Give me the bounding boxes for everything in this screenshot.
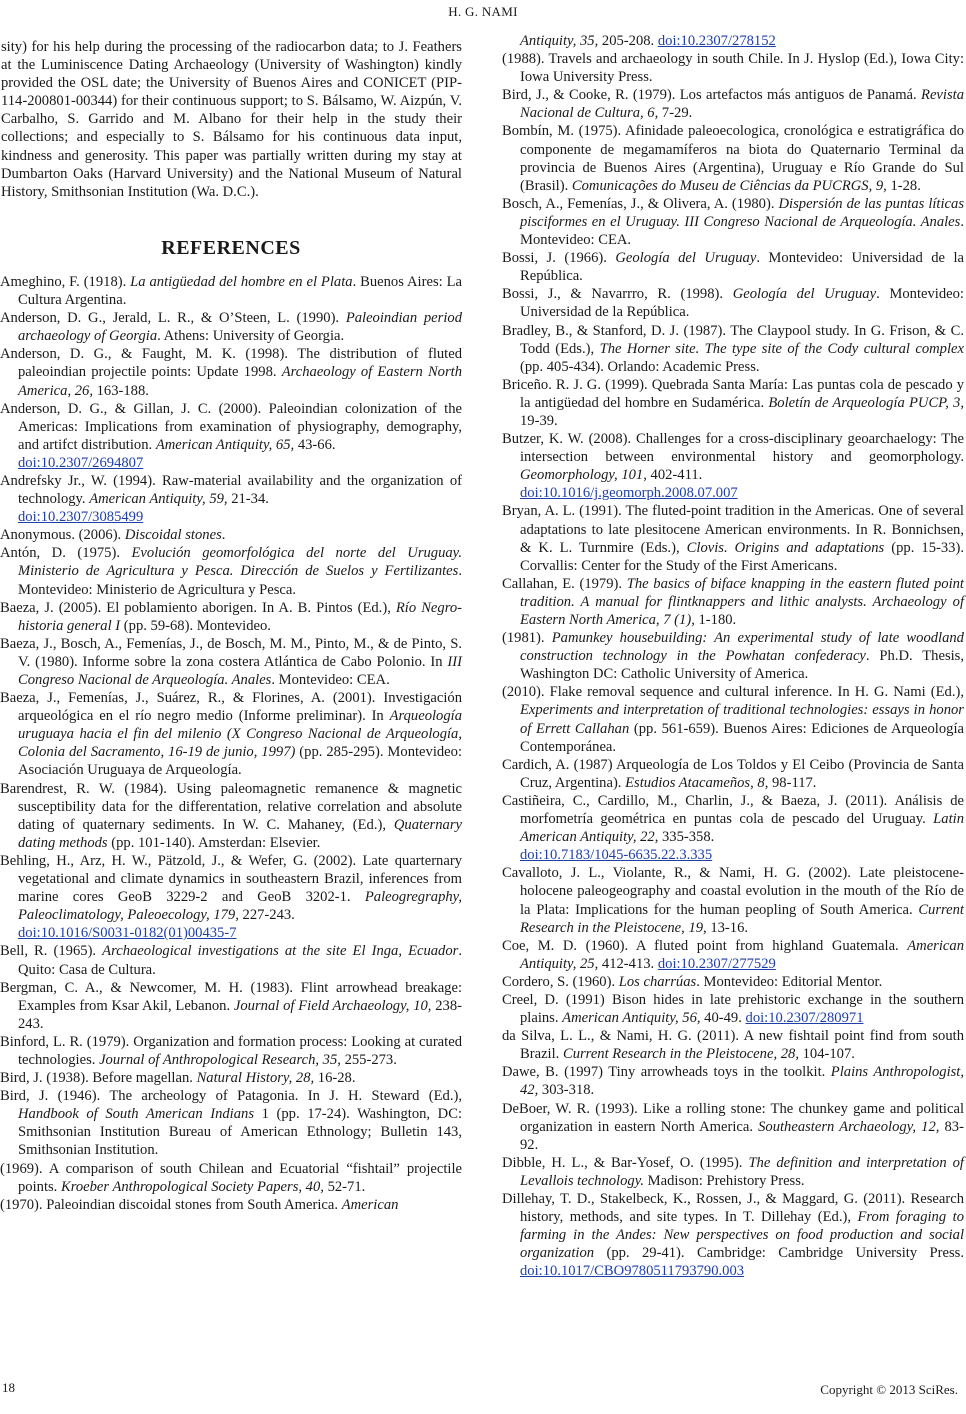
reference-text: Anderson, D. G., & Gillan, J. C. (2000). Paleoindian colonization of the Americas: Implications from examination of physiography, demography, and artifct distribution. xyxy=(0,400,462,453)
running-header: H. G. NAMI xyxy=(448,4,518,19)
reference-entry xyxy=(502,32,964,50)
reference-text: 83-92. xyxy=(520,1118,964,1153)
reference-italic-text: Kroeber Anthropological Society Papers, 40, xyxy=(60,1178,324,1195)
reference-text: 303-318. xyxy=(538,1082,595,1099)
reference-italic-text: Paleogregraphy, Paleoclimatology, Paleoecology, 179, xyxy=(18,889,462,924)
reference-entry xyxy=(502,756,964,792)
reference-text: Bell, R. (1965). xyxy=(0,943,103,960)
reference-text: 335-358. xyxy=(658,829,715,846)
reference-text: Callahan, E. (1979). xyxy=(502,575,627,592)
reference-italic-text: Antiquity, 35, xyxy=(520,33,599,49)
reference-entry xyxy=(0,979,462,1033)
references-list-right xyxy=(502,32,964,1280)
right-column xyxy=(502,32,964,1280)
reference-italic-text: From foraging to farming in the Andes: New perspectives on food production and social organization xyxy=(520,1209,964,1262)
reference-text: 19-39. xyxy=(520,412,558,429)
reference-italic-text: The definition and interpretation of Levallois technology. xyxy=(520,1154,964,1189)
reference-text: (pp. 59-68). Montevideo. xyxy=(120,617,271,634)
reference-text: (pp. 285-295). Montevideo: Asociación Uruguaya de Arqueología. xyxy=(18,744,462,779)
reference-text: Baeza, J. (2005). El poblamiento aborigen. In A. B. Pintos (Ed.), xyxy=(0,599,396,616)
reference-entry xyxy=(0,1160,462,1196)
reference-text: Cordero, S. (1960). xyxy=(502,973,619,990)
left-column xyxy=(0,38,462,1214)
reference-entry xyxy=(502,430,964,502)
reference-text: Antón, D. (1975). xyxy=(0,545,132,562)
reference-entry xyxy=(502,1100,964,1154)
reference-text: . Montevideo: Ministerio de Agricultura y Pesca. xyxy=(18,563,462,598)
reference-entry xyxy=(0,1087,462,1159)
reference-italic-text: Geomorphology, 101, xyxy=(520,467,647,484)
reference-text: Creel, D. (1991) Bison hides in late prehistoric exchange in the southern plains. xyxy=(502,991,964,1027)
reference-text: 7-29. xyxy=(658,105,693,122)
reference-entry xyxy=(0,400,462,472)
doi-link[interactable]: doi:10.2307/3085499 xyxy=(18,509,144,526)
doi-link[interactable]: doi:10.1017/CBO9780511793790.003 xyxy=(520,1263,745,1280)
reference-text: 412-413. xyxy=(598,955,658,972)
reference-text: (1969). A comparison of south Chilean and Ecuatorial “fishtail” projectile points. xyxy=(0,1160,462,1195)
reference-text: da Silva, L. L., & Nami, H. G. (2011). A new fishtail point find from south Brazil. xyxy=(502,1028,964,1063)
reference-text: Bossi, J., & Navarrro, R. (1998). xyxy=(502,286,733,303)
reference-entry xyxy=(502,937,964,973)
reference-entry xyxy=(502,575,964,629)
reference-italic-text: The Horner site. The type site of the Cody cultural complex xyxy=(599,340,964,357)
reference-text: 255-273. xyxy=(340,1051,397,1068)
reference-italic-text: Evolución geomorfológica del norte del Uruguay. Ministerio de Agricultura y Pesca. Dirección de Suelos y Fertilizantes xyxy=(18,545,463,580)
reference-entry xyxy=(0,1033,462,1069)
reference-text: (1970). Paleoindian discoidal stones from South America. xyxy=(0,1196,342,1213)
reference-entry xyxy=(502,864,964,936)
reference-italic-text: American Antiquity, 56, xyxy=(562,1010,701,1027)
reference-text: Bird, J., & Cooke, R. (1979). Los artefactos más antiguos de Panamá. xyxy=(502,87,922,104)
reference-text: (2010). Flake removal sequence and cultural inference. In H. G. Nami (Ed.), xyxy=(502,684,964,701)
reference-entry xyxy=(502,991,964,1027)
reference-italic-text: Archaeology of Eastern North America, 26, xyxy=(18,364,463,399)
reference-entry xyxy=(0,635,462,689)
reference-text: Castiñeira, C., Cardillo, M., Charlin, J., & Baeza, J. (2011). Análisis de morfometría geométrica en puntas cola de pescado del Uruguay. xyxy=(502,792,964,828)
reference-entry xyxy=(502,629,964,683)
reference-text: 98-117. xyxy=(768,774,817,791)
reference-text: Cardich, A. (1987) Arqueología de Los Toldos y El Ceibo (Provincia de Santa Cruz, Argentina). xyxy=(502,756,964,791)
reference-entry xyxy=(502,502,964,574)
reference-italic-text: Comunicações do Museu de Ciências da PUCRGS, 9, xyxy=(571,177,887,194)
reference-entry xyxy=(0,1069,462,1087)
reference-text: . Athens: University of Georgia. xyxy=(157,328,345,345)
reference-text: . Montevideo: Universidad de la República. xyxy=(520,250,965,285)
reference-entry xyxy=(0,689,462,779)
reference-text: (1981). xyxy=(502,630,552,647)
reference-italic-text: Journal of Field Archaeology, 10, xyxy=(233,997,432,1014)
reference-text: 402-411. xyxy=(646,467,703,484)
reference-italic-text: Clovis. Origins and adaptations xyxy=(686,539,885,556)
reference-text: 227-243. xyxy=(238,907,295,924)
reference-text: 13-16. xyxy=(706,919,749,936)
reference-text: 1 (pp. 17-24). Washington, DC: Smithsonian Institution Bureau of American Ethnology; Bulletin 143, Smithsonian Institution. xyxy=(18,1106,462,1159)
reference-text: 104-107. xyxy=(798,1046,855,1063)
reference-entry xyxy=(0,309,462,345)
reference-text: Dibble, H. L., & Bar-Yosef, O. (1995). xyxy=(502,1154,749,1171)
reference-text: 1-28. xyxy=(886,177,921,194)
reference-italic-text: Current Research in the Pleistocene, 28, xyxy=(562,1046,799,1063)
reference-italic-text: Arqueología uruguaya hacia el fin del milenio (X Congreso Nacional de Arqueología, Colonia del Sacramento, 16-19 de junio, 1997) xyxy=(18,708,462,761)
reference-text: . xyxy=(221,527,226,544)
reference-text: 205-208. xyxy=(598,33,658,49)
reference-text: Dillehay, T. D., Stakelbeck, K., Rossen, J., & Maggard, G. (2011). Research history, methods, and site types. In T. Dillehay (Ed.), xyxy=(502,1191,964,1226)
reference-entry xyxy=(502,50,964,86)
reference-entry xyxy=(0,544,462,598)
reference-text: Bergman, C. A., & Newcomer, M. H. (1983). Flint arrowhead breakage: Examples from Ksar Akil, Lebanon. xyxy=(0,979,462,1014)
references-heading: REFERENCES xyxy=(161,236,301,259)
reference-text: . Montevideo: Editorial Mentor. xyxy=(696,973,883,990)
reference-text: Binford, L. R. (1979). Organization and formation process: Looking at curated technologies. xyxy=(0,1033,462,1068)
reference-text: Bosch, A., Femenías, J., & Olivera, A. (1980). xyxy=(502,195,779,212)
reference-entry xyxy=(502,86,964,122)
reference-italic-text: La antigüedad del hombre en el Plata xyxy=(130,273,353,290)
reference-text: . Quito: Casa de Cultura. xyxy=(18,943,462,978)
acknowledgements-text: sity) for his help during the processing of the radiocarbon data; to J. Feathers at the Luminiscence Dating Archaeology (University of Washington) kindly provided the OSL date; the University of Buenos Aires and CONICET (PIP-114-200801-00344) for their continuous support; to S. Bálsamo, W. Aizpún, V. Carbalho, S. Garrido and M. Albano for their help in the study their collections; and especially to S. Bálsamo for his continuous data input, kindness and generosity. This paper was partially written during my stay at Dumbarton Oaks (Harvard University) and the National Museum of Natural History, Smithsonian Institution (Wa. D.C.). xyxy=(1,39,462,200)
reference-italic-text: American Antiquity, 25, xyxy=(520,937,964,972)
reference-entry xyxy=(0,472,462,526)
reference-text: Baeza, J., Bosch, A., Femenías, J., de Bosch, M. M., Pinto, M., & de Pinto, S. V. (1980). Informe sobre la zona costera Atlántica de Cabo Polonio. In xyxy=(0,635,462,670)
reference-entry xyxy=(502,195,964,249)
reference-entry xyxy=(0,526,462,544)
doi-link[interactable]: doi:10.2307/277529 xyxy=(657,955,776,972)
reference-italic-text: Geología del Uruguay xyxy=(732,286,877,303)
reference-entry xyxy=(0,942,462,978)
reference-text: Briceño. R. J. G. (1999). Quebrada Santa María: Las puntas cola de pescado y la antigüedad del hombre en Sudamérica. xyxy=(502,376,964,411)
reference-text: 40-49. xyxy=(700,1010,746,1027)
reference-entry xyxy=(0,852,462,942)
reference-text: Madison: Prehistory Press. xyxy=(644,1172,805,1189)
reference-text: Andrefsky Jr., W. (1994). Raw-material availability and the organization of technology. xyxy=(0,472,462,508)
reference-text: (pp. 561-659). Buenos Aires: Ediciones de Arqueología Contemporánea. xyxy=(520,720,964,755)
reference-text: Dawe, B. (1997) Tiny arrowheads toys in the toolkit. xyxy=(502,1064,831,1081)
reference-italic-text: American Antiquity, 59, xyxy=(89,491,228,508)
references-list-left xyxy=(0,273,462,1214)
reference-text: . Montevideo: CEA. xyxy=(520,213,964,249)
reference-text: Coe, M. D. (1960). A fluted point from highland Guatemala. xyxy=(502,937,908,954)
reference-text: 21-34. xyxy=(227,491,269,508)
reference-text: (pp. 101-140). Amsterdan: Elsevier. xyxy=(107,834,321,851)
reference-italic-text: Boletín de Arqueología PUCP, 3, xyxy=(768,394,964,411)
reference-text: Anderson, D. G., Jerald, L. R., & O’Steen, L. (1990). xyxy=(0,310,346,327)
reference-text: 1-180. xyxy=(694,612,737,628)
reference-entry xyxy=(502,1027,964,1063)
reference-text: Bradley, B., & Stanford, D. J. (1987). The Claypool study. In G. Frison, & C. Todd (Eds.), xyxy=(502,322,964,357)
copyright-notice: Copyright © 2013 SciRes. xyxy=(820,1382,958,1397)
reference-italic-text: Handbook of South American Indians xyxy=(18,1106,255,1123)
reference-italic-text: Dispersión de las puntas líticas pisciformes en el Uruguay. III Congreso Nacional de Arqueología. Anales xyxy=(520,195,964,230)
doi-link[interactable]: doi:10.2307/280971 xyxy=(745,1010,864,1027)
reference-text: Barendrest, R. W. (1984). Using paleomagnetic remanence & magnetic susceptibility data for the differentation, relative correlation and absolute dating of quaternary sediments. In W. C. Mahaney, (Ed.), xyxy=(0,780,462,833)
reference-text: Cavalloto, J. L., Violante, R., & Nami, H. G. (2002). Late pleistocene-holocene paleogeography and coastal evolution in the mouth of the Río de la Plata: Implications for the human peopling of South America. xyxy=(502,865,964,918)
reference-text: (1988). Travels and archaeology in south Chile. In J. Hyslop (Ed.), Iowa City: Iowa University Press. xyxy=(502,51,964,86)
reference-entry xyxy=(0,273,462,309)
reference-text: DeBoer, W. R. (1993). Like a rolling stone: The chunkey game and political organization in eastern North America. xyxy=(502,1100,964,1135)
reference-entry xyxy=(502,792,964,864)
reference-italic-text: Natural History, 28, xyxy=(196,1070,315,1087)
reference-italic-text: Quaternary dating methods xyxy=(18,816,462,851)
reference-italic-text: Geología del Uruguay xyxy=(615,250,757,267)
reference-italic-text: Revista Nacional de Cultura, 6, xyxy=(520,87,964,122)
reference-italic-text: Río Negro-historia general I xyxy=(18,599,462,634)
reference-text: (pp. 29-41). Cambridge: Cambridge University Press. xyxy=(594,1245,964,1262)
reference-text: Behling, H., Arz, H. W., Pätzold, J., & Wefer, G. (2002). Late quarternary vegetational and climate dynamics in southeastern Brazil, inferences from marine cores GeoB 3229-2 and GeoB 3202-1. xyxy=(0,852,462,906)
reference-italic-text: American xyxy=(341,1196,399,1213)
reference-text: Butzer, K. W. (2008). Challenges for a cross-disciplinary geoarchaelogy: The intersection between environmental history and geomorphology. xyxy=(502,431,964,466)
reference-text: 43-66. xyxy=(294,436,336,453)
reference-italic-text: Pamunkey housebuilding: An experimental study of late woodland construction technology in the Powhatan confederacy xyxy=(520,630,964,665)
reference-entry xyxy=(502,1190,964,1280)
reference-text: Bossi, J. (1966). xyxy=(502,250,616,267)
reference-italic-text: Southeastern Archaeology, 12, xyxy=(758,1118,940,1135)
reference-text: 163-188. xyxy=(92,382,149,399)
reference-entry xyxy=(502,285,964,321)
reference-italic-text: Archaeological investigations at the site El Inga, Ecuador xyxy=(102,943,459,960)
reference-text: Bombín, M. (1975). Afinidade paleoecologica, cronológica e estratigráfica do componente de megamamíferos na biota do Quaternario Terminal da provincia de Buenos Aires (Argentina), Uruguay e Río Grande do Sul (Brasil). xyxy=(502,123,964,194)
reference-text: Anonymous. (2006). xyxy=(0,527,125,544)
page-number: 18 xyxy=(2,1380,15,1395)
reference-italic-text: III Congreso Nacional de Arqueología. Anales xyxy=(18,653,462,688)
reference-italic-text: Plains Anthropologist, 42, xyxy=(520,1064,965,1099)
reference-text: Bryan, A. L. (1991). The fluted-point tradition in the Americas. One of several adaptations to late plesitocene American environments. In R. Bonnichsen, & K. L. Turnmire (Eds.), xyxy=(502,503,964,556)
reference-text: Baeza, J., Femenías, J., Suárez, R., & Florines, A. (2001). Investigación arqueológica en el río negro medio (Informe preliminar). In xyxy=(0,690,462,725)
reference-text: 16-28. xyxy=(314,1070,356,1087)
reference-italic-text: The basics of biface knapping in the eastern fluted point tradition. A manual for flintknappers and lithic analysts. Archaeology of Eastern North America, 7 (1), xyxy=(520,575,964,628)
reference-text: . Ph.D. Thesis, Washington DC: Catholic University of America. xyxy=(520,648,965,683)
reference-entry xyxy=(502,1063,964,1099)
reference-italic-text: Latin American Antiquity, 22, xyxy=(520,811,964,846)
reference-italic-text: Discoidal stones xyxy=(124,527,222,544)
reference-text: Anderson, D. G., & Faught, M. K. (1998). The distribution of fluted paleoindian projectile points: Update 1998. xyxy=(0,346,462,381)
reference-entry xyxy=(0,780,462,852)
reference-italic-text: Current Research in the Pleistocene, 19, xyxy=(520,901,964,936)
reference-entry xyxy=(0,345,462,399)
reference-text: . Montevideo: Universidad de la República. xyxy=(520,286,964,321)
reference-text: 238-243. xyxy=(18,997,462,1032)
reference-italic-text: Estudios Atacameños, 8, xyxy=(625,774,769,791)
reference-italic-text: Paleoindian period archaeology of Georgia xyxy=(18,310,462,345)
reference-entry xyxy=(502,973,964,991)
reference-text: Bird, J. (1938). Before magellan. xyxy=(0,1070,197,1087)
reference-text: 52-71. xyxy=(323,1178,366,1195)
reference-text: (pp. 405-434). Orlando: Academic Press. xyxy=(520,358,760,375)
doi-link[interactable]: doi:10.1016/S0031-0182(01)00435-7 xyxy=(18,925,237,942)
reference-text: (pp. 15-33). Corvallis: Center for the Study of the First Americans. xyxy=(520,539,964,574)
doi-link[interactable]: doi:10.2307/2694807 xyxy=(18,454,144,471)
reference-text: Ameghino, F. (1918). xyxy=(0,273,131,290)
reference-entry xyxy=(0,1196,462,1214)
reference-entry xyxy=(502,122,964,194)
reference-italic-text: American Antiquity, 65, xyxy=(155,436,295,453)
reference-entry xyxy=(502,322,964,376)
reference-entry xyxy=(502,683,964,755)
reference-text: . Montevideo: CEA. xyxy=(271,672,390,688)
doi-link[interactable]: doi:10.7183/1045-6635.22.3.335 xyxy=(520,847,713,864)
reference-entry xyxy=(502,1154,964,1190)
doi-link[interactable]: doi:10.1016/j.geomorph.2008.07.007 xyxy=(520,485,738,502)
reference-entry xyxy=(0,599,462,635)
reference-text: Bird, J. (1946). The archeology of Patagonia. In J. H. Steward (Ed.), xyxy=(0,1088,462,1105)
reference-italic-text: Experiments and interpretation of traditional technologies: essays in honor of Errett Callahan xyxy=(520,702,964,737)
reference-italic-text: Los charrúas xyxy=(618,973,697,990)
reference-entry xyxy=(502,249,964,285)
reference-text: . Buenos Aires: La Cultura Argentina. xyxy=(18,273,462,309)
reference-italic-text: Journal of Anthropological Research, 35, xyxy=(99,1051,341,1068)
reference-entry xyxy=(502,376,964,430)
doi-link[interactable]: doi:10.2307/278152 xyxy=(657,33,776,49)
